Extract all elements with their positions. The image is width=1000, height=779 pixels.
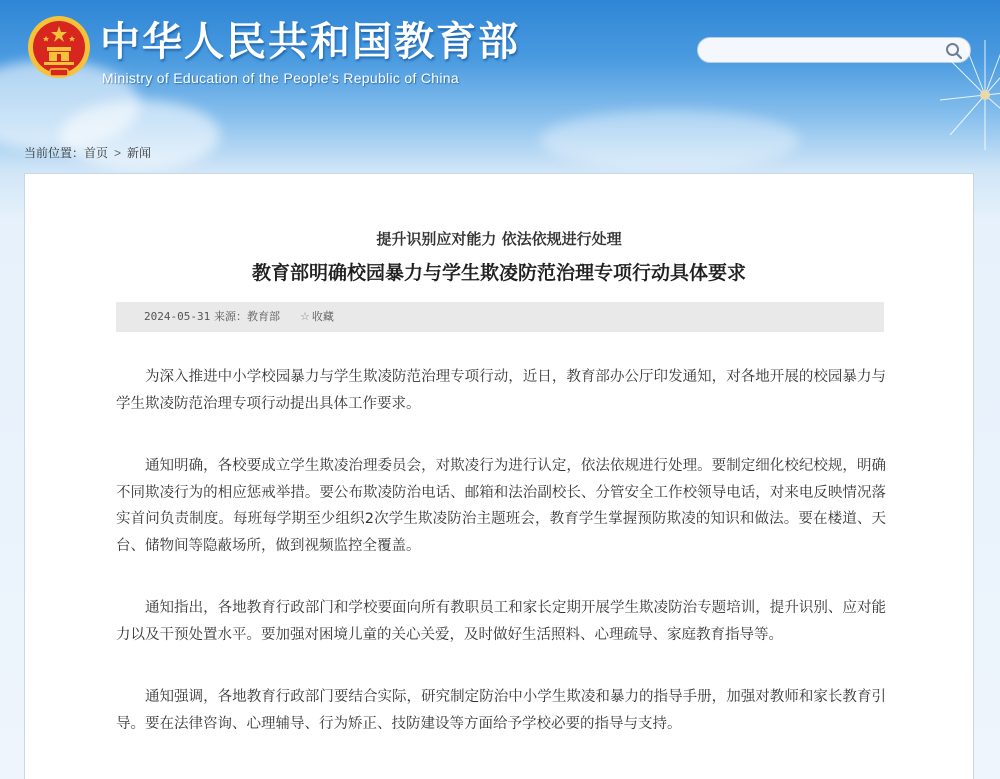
dandelion-decoration-icon [925,30,1000,160]
article-headline: 教育部明确校园暴力与学生欺凌防范治理专项行动具体要求 [251,262,746,284]
breadcrumb-current-link[interactable]: 新闻 [127,146,152,160]
breadcrumb-prefix: 当前位置： [24,146,85,160]
breadcrumb-home-link[interactable]: 首页 [84,146,109,160]
article-meta-bar [116,302,884,332]
article-subheading: 提升识别应对能力 依法依规进行处理 [376,230,622,248]
star-icon: ☆ [300,310,310,323]
article-paragraph: 通知强调，各地教育行政部门要结合实际，研究制定防治中小学生欺凌和暴力的指导手册，加强对教师和家长教育引导。要在法律咨询、心理辅导、行为矫正、技防建设等方面给予学校必要的指导与支持。 [116,689,886,732]
article-body [116,364,886,773]
breadcrumb [24,144,151,161]
article-paragraph: 通知明确，各校要成立学生欺凌治理委员会，对欺凌行为进行认定，依法依规进行处理。要制定细化校纪校规，明确不同欺凌行为的相应惩戒举措。要公布欺凌防治电话、邮箱和法治副校长、分管安全工作校领导电话，对来电反映情况落实首问负责制度。每班每学期至少组织2次学生欺凌防治主题班会，教育学生掌握预防欺凌的知识和做法。要在楼道、天台、储物间等隐蔽场所，做到视频监控全覆盖。 [116,458,886,554]
site-subtitle: Ministry of Education of the People's Republic of China [102,70,459,86]
breadcrumb-separator: > [114,145,122,160]
favorite-label: 收藏 [311,310,334,323]
cloud-decoration [540,110,800,170]
article-card [24,173,974,779]
article-date: 2024-05-31 [144,310,211,323]
favorite-button[interactable] [300,302,334,332]
national-emblem-icon[interactable] [26,14,92,80]
article-source: 来源：教育部 [214,310,280,323]
search-input[interactable] [708,41,942,61]
site-title[interactable]: 中华人民共和国教育部 [100,18,520,65]
article-paragraph: 通知指出，各地教育行政部门和学校要面向所有教职员工和家长定期开展学生欺凌防治专题培训，提升识别、应对能力以及干预处置水平。要加强对困境儿童的关心关爱，及时做好生活照料、心理疏导、家庭教育指导等。 [116,600,886,643]
article-paragraph: 为深入推进中小学校园暴力与学生欺凌防范治理专项行动，近日，教育部办公厅印发通知，对各地开展的校园暴力与学生欺凌防范治理专项行动提出具体工作要求。 [116,369,886,412]
